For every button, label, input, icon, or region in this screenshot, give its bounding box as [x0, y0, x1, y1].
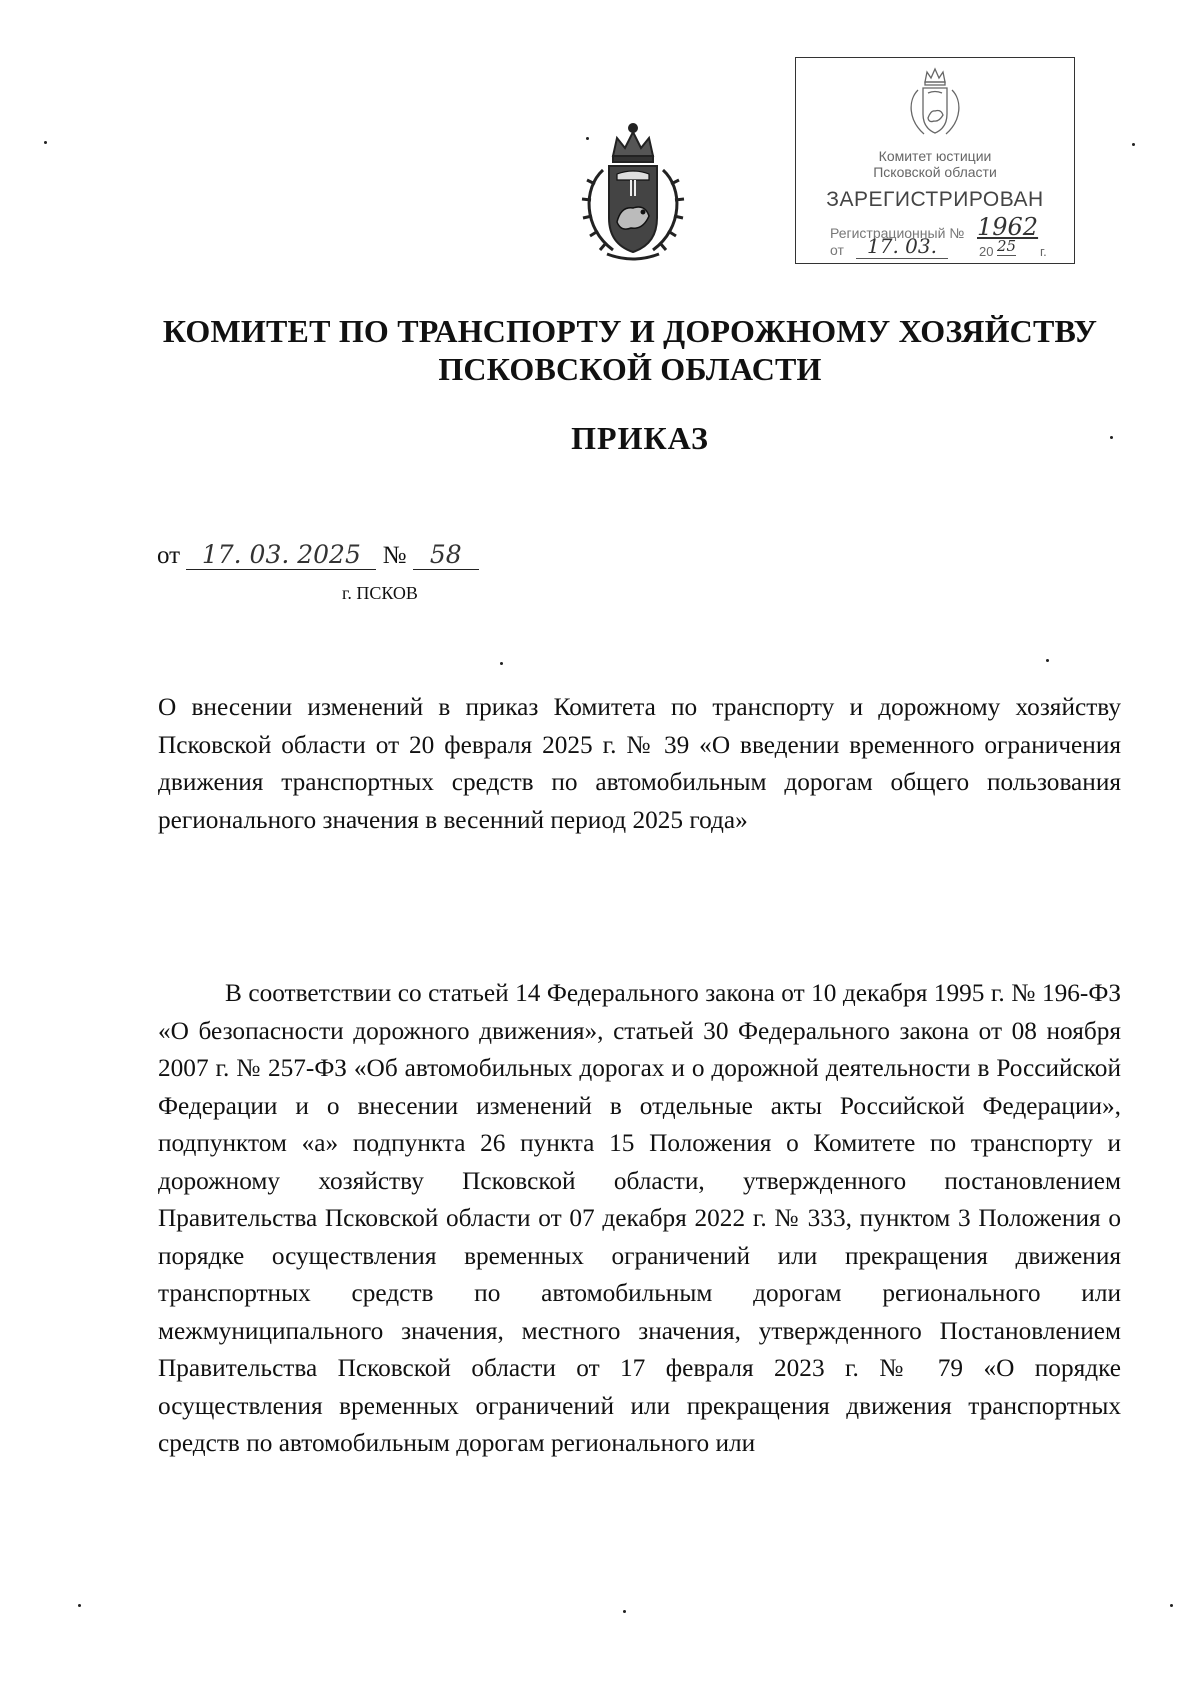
stamp-coat-of-arms-icon [904, 64, 966, 144]
stamp-year-prefix: 20 [979, 244, 994, 259]
number-prefix: № [382, 542, 407, 569]
scan-speck [586, 137, 589, 140]
registration-stamp [795, 57, 1075, 264]
pskov-coat-of-arms-emblem [573, 118, 693, 266]
scan-speck [1046, 659, 1049, 662]
order-subject: О внесении изменений в приказ Комитета по транспорту и дорожному хозяйству Псковской области от 20 февраля 2025 г. № 39 «О введении временного ограничения движения транспортных средств по автомобильным дорогам общего пользования регионального значения в весенний период 2025 года» [158, 693, 1121, 834]
scan-speck [1132, 143, 1135, 146]
committee-name-line-2: ПСКОВСКОЙ ОБЛАСТИ [438, 351, 822, 387]
order-city: г. ПСКОВ [342, 583, 418, 603]
stamp-reg-number-label: Регистрационный № [830, 225, 965, 241]
scan-speck [44, 141, 47, 144]
date-prefix: от [157, 542, 181, 569]
scan-speck [1110, 436, 1113, 439]
order-date-handwritten: 17. 03. 2025 [186, 540, 376, 570]
order-number-handwritten: 58 [413, 540, 479, 570]
stamp-org-line-2: Псковской области [873, 164, 997, 180]
scan-speck [78, 1604, 81, 1607]
stamp-org-line-1: Комитет юстиции [878, 148, 992, 164]
order-body-paragraph: В соответствии со статьей 14 Федерального закона от 10 декабря 1995 г. № 196-ФЗ «О безопасности дорожного движения», статьей 30 Федерального закона от 08 ноября 2007 г. № 257-ФЗ «Об автомобильных дорогах и о дорожной деятельности в Российской Федерации и о внесении изменений в отдельные акты Российской Федерации», подпунктом «а» подпункта 26 пункта 15 Положения о Комитете по транспорту и дорожному хозяйству Псковской области, утвержденного постановлением Правительства Псковской области от 07 декабря 2022 г. № 333, пунктом 3 Положения о порядке осуществления временных ограничений или прекращения движения транспортных средств по автомобильным дорогам регионального или межмуниципального значения, местного значения, утвержденного Постановлением Правительства Псковской области от 17 февраля 2023 г. № 79 «О порядке осуществления временных ограничений или прекращения движения транспортных средств по автомобильным дорогам регионального или [158, 979, 1121, 1457]
scan-speck [1170, 1604, 1173, 1607]
scan-speck [623, 1610, 626, 1613]
stamp-registered-title: ЗАРЕГИСТРИРОВАН [826, 188, 1044, 211]
stamp-date-handwritten: 17. 03. [856, 234, 948, 259]
committee-name-heading [100, 312, 1160, 388]
stamp-year-handwritten: 25 [997, 237, 1017, 255]
scan-speck [500, 662, 503, 665]
stamp-reg-number-handwritten: 1962 [977, 213, 1039, 241]
committee-name-line-1: КОМИТЕТ ПО ТРАНСПОРТУ И ДОРОЖНОМУ ХОЗЯЙСТВУ [162, 313, 1098, 349]
stamp-date-label: от [830, 242, 844, 258]
document-type-title: ПРИКАЗ [571, 420, 709, 456]
order-date-number-line [157, 540, 479, 570]
stamp-year-suffix: г. [1040, 244, 1047, 259]
